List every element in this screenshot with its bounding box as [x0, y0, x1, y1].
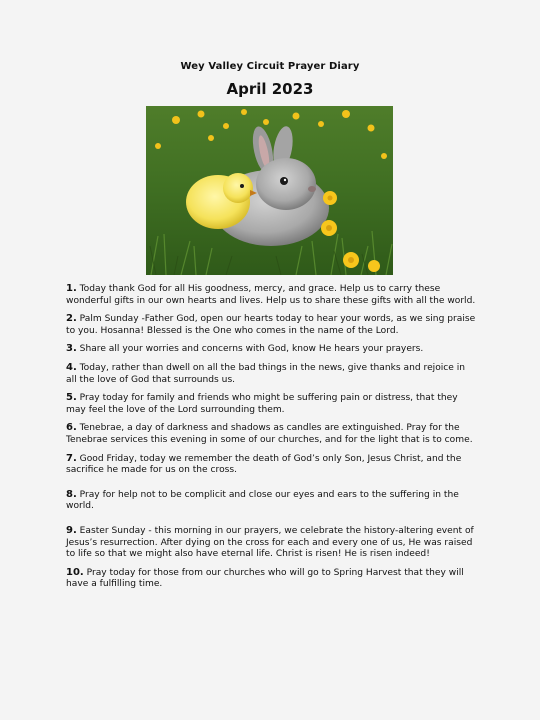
- entry-5: [66, 392, 478, 416]
- entry-text: Good Friday, today we remember the death of God’s only Son, Jesus Christ, and the sacrifice he made for us on the cross.: [66, 453, 462, 476]
- entry-number: 1.: [66, 283, 77, 294]
- entry-text: Easter Sunday - this morning in our prayers, we celebrate the history-altering event of Jesus’s resurrection. After dying on the cross for each and every one of us, He was raised to life so that we might also have eternal life. Christ is risen! He is risen indeed!: [66, 525, 474, 560]
- bunny-and-chick-photo: [146, 106, 393, 275]
- entry-9: [66, 525, 478, 561]
- entry-number: 2.: [66, 313, 77, 325]
- entry-2: [66, 313, 478, 337]
- entry-text: Share all your worries and concerns with God, know He hears your prayers.: [79, 344, 424, 355]
- entry-number: 3.: [66, 343, 77, 355]
- entry-4: [66, 362, 478, 386]
- entry-number: 9.: [66, 524, 77, 536]
- entry-6: [66, 422, 478, 446]
- entry-3: [66, 343, 478, 356]
- entry-number: 7.: [66, 452, 77, 464]
- entry-1: [66, 283, 478, 307]
- document-subtitle: Wey Valley Circuit Prayer Diary: [180, 61, 360, 72]
- entry-8: [66, 489, 478, 513]
- entry-number: 8.: [66, 488, 77, 500]
- entry-10: [66, 567, 478, 591]
- entry-text: Today, rather than dwell on all the bad things in the news, give thanks and rejoice in all the love of God that surrounds us.: [66, 362, 466, 385]
- entry-text: Tenebrae, a day of darkness and shadows as candles are extinguished. Pray for the Tenebrae services this evening in some of our churches, and for the light that is to come.: [66, 423, 473, 445]
- entry-text: Today thank God for all His goodness, mercy, and grace. Help us to carry these wonderful gifts in our own hearts and lives. Help us to share these gifts with all the world.: [66, 284, 476, 306]
- prayer-entries: [66, 283, 478, 591]
- entry-number: 10.: [66, 566, 84, 578]
- entry-text: Palm Sunday -Father God, open our hearts today to hear your words, as we sing praise to you. Hosanna! Blessed is the One who comes in the name of the Lord.: [66, 314, 476, 336]
- entry-number: 4.: [66, 361, 77, 373]
- document-title: April 2023: [226, 80, 314, 98]
- entry-number: 6.: [66, 422, 77, 434]
- entry-text: Pray today for those from our churches who will go to Spring Harvest that they will have a fulfilling time.: [66, 567, 464, 590]
- entry-text: Pray for help not to be complicit and close our eyes and ears to the suffering in the world.: [66, 489, 459, 512]
- entry-7: [66, 453, 478, 477]
- entry-number: 5.: [66, 392, 77, 404]
- entry-text: Pray today for family and friends who might be suffering pain or distress, that they may feel the love of the Lord surrounding them.: [66, 393, 458, 415]
